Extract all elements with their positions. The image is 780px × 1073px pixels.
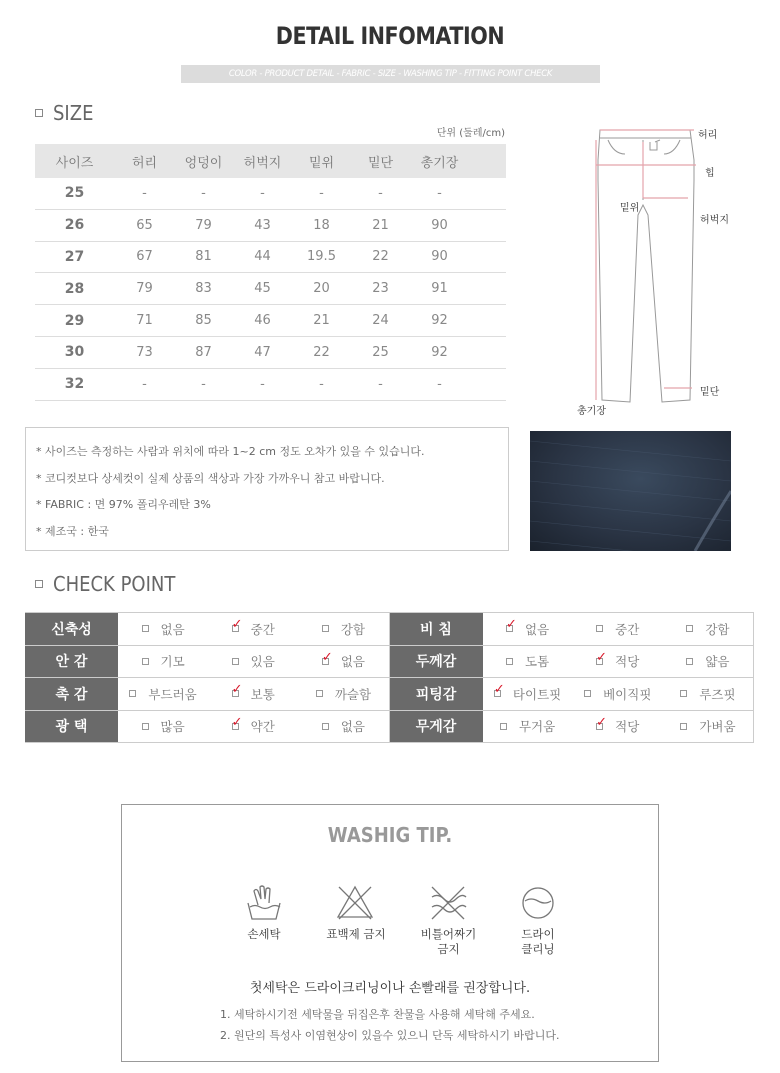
- hip-label: 힙: [705, 168, 715, 179]
- measure-cell: 21: [372, 217, 389, 233]
- measure-cell: 91: [431, 281, 448, 297]
- option-label: 적당: [615, 654, 640, 670]
- measure-cell: 92: [431, 313, 448, 329]
- check-label: 두께감: [390, 646, 483, 678]
- length-label: 총기장: [577, 406, 606, 417]
- checkbox-icon[interactable]: [142, 723, 149, 730]
- measure-cell: 79: [136, 281, 153, 297]
- fabric-swatch-image: [530, 431, 731, 551]
- checkmark-icon: ✓: [493, 682, 505, 698]
- check-option[interactable]: [298, 711, 388, 743]
- note-line: * 제조국 : 한국: [36, 524, 109, 538]
- washing-note: 1. 세탁하시기전 세탁물을 뒤집은후 찬물을 사용해 세탁해 주세요.: [220, 1008, 535, 1021]
- checkbox-icon[interactable]: [506, 658, 513, 665]
- no-wring-icon: [428, 883, 468, 923]
- notes-box: [25, 427, 509, 551]
- measure-cell: 85: [195, 313, 212, 329]
- checkbox-icon[interactable]: [142, 658, 149, 665]
- check-point-table: [25, 612, 754, 743]
- measure-cell: -: [319, 185, 324, 201]
- table-row: [35, 273, 506, 305]
- option-label: 적당: [615, 719, 640, 735]
- size-cell: 26: [64, 217, 85, 234]
- measure-cell: 44: [254, 249, 271, 265]
- check-label: 비 침: [390, 613, 483, 645]
- checkmark-icon: ✓: [231, 714, 243, 730]
- checkbox-icon[interactable]: [686, 658, 693, 665]
- size-cell: 25: [64, 185, 85, 202]
- hand-wash-icon: [244, 883, 284, 923]
- option-label: 많음: [160, 719, 185, 735]
- option-label: 강함: [340, 621, 365, 637]
- table-row: [35, 369, 506, 401]
- col-header: 총기장: [420, 155, 459, 171]
- measure-cell: -: [142, 185, 147, 201]
- checkbox-icon[interactable]: [500, 723, 507, 730]
- table-row: [35, 242, 506, 274]
- measure-cell: 87: [195, 344, 212, 360]
- square-bullet-icon: [35, 109, 43, 117]
- measure-cell: 21: [313, 313, 330, 329]
- no-bleach-label: 표백제 금지: [326, 927, 386, 941]
- note-line: * 사이즈는 측정하는 사람과 위치에 따라 1~2 cm 정도 오차가 있을 수 있습니다.: [36, 445, 425, 458]
- option-label: 얇음: [705, 654, 730, 670]
- check-label: 안 감: [25, 646, 118, 678]
- waist-label: 허리: [698, 130, 718, 141]
- checkbox-icon[interactable]: [322, 625, 329, 632]
- option-label: 타이트핏: [512, 686, 562, 702]
- checkbox-icon[interactable]: [596, 625, 603, 632]
- size-heading: SIZE: [35, 101, 98, 125]
- check-option[interactable]: [483, 711, 573, 743]
- denim-texture: [530, 431, 731, 551]
- measure-cell: -: [437, 376, 442, 392]
- option-label: 루즈핏: [699, 686, 736, 702]
- check-label: 피팅감: [390, 678, 483, 710]
- check-option[interactable]: [208, 613, 298, 645]
- section-nav-bar: COLOR - PRODUCT DETAIL - FABRIC - SIZE - WASHING TIP - FITTING POINT CHECK: [181, 65, 600, 83]
- checkbox-icon[interactable]: [493, 682, 505, 698]
- washing-recommendation: 첫세탁은 드라이크리닝이나 손빨래를 권장합니다.: [249, 981, 531, 996]
- check-options: [118, 646, 390, 678]
- col-header: 밑위: [308, 155, 335, 171]
- check-label: 광 택: [25, 711, 118, 743]
- measure-cell: -: [437, 185, 442, 201]
- col-header: 엉덩이: [184, 155, 223, 171]
- table-row: [35, 305, 506, 337]
- measure-cell: -: [378, 185, 383, 201]
- check-option[interactable]: [663, 711, 753, 743]
- check-option[interactable]: [118, 646, 208, 678]
- check-option[interactable]: [298, 613, 388, 645]
- jeans-outline-icon: [530, 120, 750, 420]
- size-cell: 27: [64, 248, 85, 265]
- measure-cell: 65: [136, 217, 153, 233]
- check-option[interactable]: [663, 613, 753, 645]
- checkbox-icon[interactable]: [142, 625, 149, 632]
- checkpoint-heading: CHECK POINT: [35, 572, 189, 596]
- no-wring-label: 비틀어짜기 금지: [420, 927, 477, 956]
- check-option[interactable]: [483, 646, 573, 678]
- hand-wash-label: 손세탁: [247, 927, 281, 941]
- checkmark-icon: ✓: [231, 617, 243, 633]
- measure-cell: 25: [372, 344, 389, 360]
- check-option[interactable]: [118, 678, 208, 710]
- col-header: 사이즈: [55, 155, 94, 171]
- measure-cell: 67: [136, 249, 153, 265]
- check-options: [483, 678, 755, 710]
- checkbox-icon[interactable]: [596, 714, 608, 730]
- table-row: [35, 178, 506, 210]
- check-options: [118, 613, 390, 645]
- check-option[interactable]: [573, 711, 663, 743]
- option-label: 없음: [525, 621, 550, 637]
- check-row: [25, 613, 754, 646]
- measure-cell: 22: [313, 344, 330, 360]
- col-header: 허리: [131, 155, 158, 171]
- measure-cell: 43: [254, 217, 271, 233]
- measure-cell: 23: [372, 281, 389, 297]
- checkbox-icon[interactable]: [680, 723, 687, 730]
- measure-cell: 47: [254, 344, 271, 360]
- col-header: 허벅지: [243, 155, 282, 171]
- check-option[interactable]: [573, 613, 663, 645]
- check-label: 촉 감: [25, 678, 118, 710]
- check-option[interactable]: [298, 678, 388, 710]
- check-options: [118, 711, 390, 743]
- option-label: 있음: [250, 654, 275, 670]
- check-options: [483, 646, 755, 678]
- measure-cell: 18: [313, 217, 330, 233]
- checkbox-icon[interactable]: [596, 649, 608, 665]
- size-table-header: [35, 144, 506, 178]
- size-cell: 29: [64, 312, 85, 329]
- checkmark-icon: ✓: [596, 714, 608, 730]
- check-option[interactable]: [208, 711, 298, 743]
- table-row: [35, 210, 506, 242]
- check-option[interactable]: [663, 678, 753, 710]
- washing-title: WASHIG TIP.: [327, 823, 453, 847]
- measure-cell: 71: [136, 313, 153, 329]
- check-row: [25, 646, 754, 679]
- checkbox-icon[interactable]: [316, 690, 323, 697]
- option-label: 강함: [705, 621, 730, 637]
- checkbox-icon[interactable]: [680, 690, 687, 697]
- check-label: 신축성: [25, 613, 118, 645]
- measure-cell: -: [260, 185, 265, 201]
- check-options: [483, 613, 755, 645]
- option-label: 없음: [340, 719, 365, 735]
- checkbox-icon[interactable]: [322, 723, 329, 730]
- checkbox-icon[interactable]: [231, 682, 243, 698]
- measure-cell: -: [142, 376, 147, 392]
- check-option[interactable]: [663, 646, 753, 678]
- check-options: [483, 711, 755, 743]
- measure-cell: 45: [254, 281, 271, 297]
- jeans-diagram: [530, 120, 750, 420]
- measure-cell: 81: [195, 249, 212, 265]
- option-label: 없음: [160, 621, 185, 637]
- option-label: 보통: [250, 686, 275, 702]
- no-bleach-icon: [335, 883, 375, 923]
- square-bullet-icon: [35, 580, 43, 588]
- rise-label: 밑위: [620, 203, 640, 214]
- check-row: [25, 678, 754, 711]
- note-line: * 코디컷보다 상세컷이 실제 상품의 색상과 가장 가까우니 참고 바랍니다.: [36, 471, 385, 485]
- option-label: 중간: [250, 621, 275, 637]
- hem-label: 밑단: [700, 387, 720, 398]
- measure-cell: 92: [431, 344, 448, 360]
- option-label: 약간: [250, 719, 275, 735]
- dry-clean-label: 드라이 클리닝: [521, 927, 555, 956]
- option-label: 도톰: [525, 654, 550, 670]
- measure-cell: 20: [313, 281, 330, 297]
- checkbox-icon[interactable]: [232, 658, 239, 665]
- option-label: 부드러움: [148, 686, 197, 702]
- unit-label: 단위 (둘레/cm): [436, 128, 505, 139]
- measure-cell: 90: [431, 249, 448, 265]
- measure-cell: 79: [195, 217, 212, 233]
- page-title: DETAIL INFOMATION: [275, 22, 505, 50]
- option-label: 무거움: [518, 719, 556, 735]
- thigh-label: 허벅지: [700, 215, 729, 226]
- check-option[interactable]: [118, 711, 208, 743]
- option-label: 가벼움: [699, 719, 736, 735]
- note-line: * FABRIC : 면 97% 폴리우레탄 3%: [36, 498, 211, 511]
- washing-tip-box: [121, 804, 659, 1062]
- measure-cell: 90: [431, 217, 448, 233]
- measure-cell: 24: [372, 313, 389, 329]
- check-option[interactable]: [208, 678, 298, 710]
- option-label: 중간: [615, 621, 640, 637]
- check-option[interactable]: [573, 678, 663, 710]
- size-cell: 30: [64, 344, 85, 361]
- measure-cell: 19.5: [307, 249, 336, 265]
- option-label: 없음: [340, 654, 365, 670]
- check-options: [118, 678, 390, 710]
- dry-clean-icon: [518, 883, 558, 923]
- checkmark-icon: ✓: [596, 649, 608, 665]
- measure-cell: 73: [136, 344, 153, 360]
- size-cell: 28: [64, 280, 85, 297]
- table-row: [35, 337, 506, 369]
- size-cell: 32: [64, 376, 85, 393]
- measure-cell: 83: [195, 281, 212, 297]
- checkmark-icon: ✓: [506, 617, 517, 633]
- check-option[interactable]: [483, 613, 573, 645]
- checkbox-icon[interactable]: [584, 690, 591, 697]
- size-table: [35, 144, 506, 401]
- measure-cell: 22: [372, 249, 389, 265]
- checkbox-icon[interactable]: [686, 625, 693, 632]
- measure-cell: -: [378, 376, 383, 392]
- check-label: 무게감: [390, 711, 483, 743]
- measure-cell: -: [319, 376, 324, 392]
- checkmark-icon: ✓: [231, 682, 243, 698]
- option-label: 베이직핏: [603, 686, 652, 702]
- checkbox-icon[interactable]: [231, 617, 243, 633]
- washing-note: 2. 원단의 특성사 이염현상이 있을수 있으니 단독 세탁하시기 바랍니다.: [220, 1029, 560, 1042]
- checkbox-icon[interactable]: [231, 714, 243, 730]
- checkbox-icon[interactable]: [321, 649, 333, 665]
- check-row: [25, 711, 754, 744]
- option-label: 기모: [160, 654, 185, 670]
- measure-cell: -: [260, 376, 265, 392]
- check-option[interactable]: [118, 613, 208, 645]
- check-option[interactable]: [208, 646, 298, 678]
- checkbox-icon[interactable]: [129, 690, 136, 697]
- check-option[interactable]: [298, 646, 388, 678]
- checkmark-icon: ✓: [321, 649, 333, 665]
- checkbox-icon[interactable]: [506, 617, 517, 633]
- col-header: 밑단: [367, 155, 394, 171]
- option-label: 까슬함: [334, 686, 372, 702]
- check-option[interactable]: [483, 678, 573, 710]
- check-option[interactable]: [573, 646, 663, 678]
- measure-cell: 46: [254, 313, 271, 329]
- measure-cell: -: [201, 376, 206, 392]
- measure-cell: -: [201, 185, 206, 201]
